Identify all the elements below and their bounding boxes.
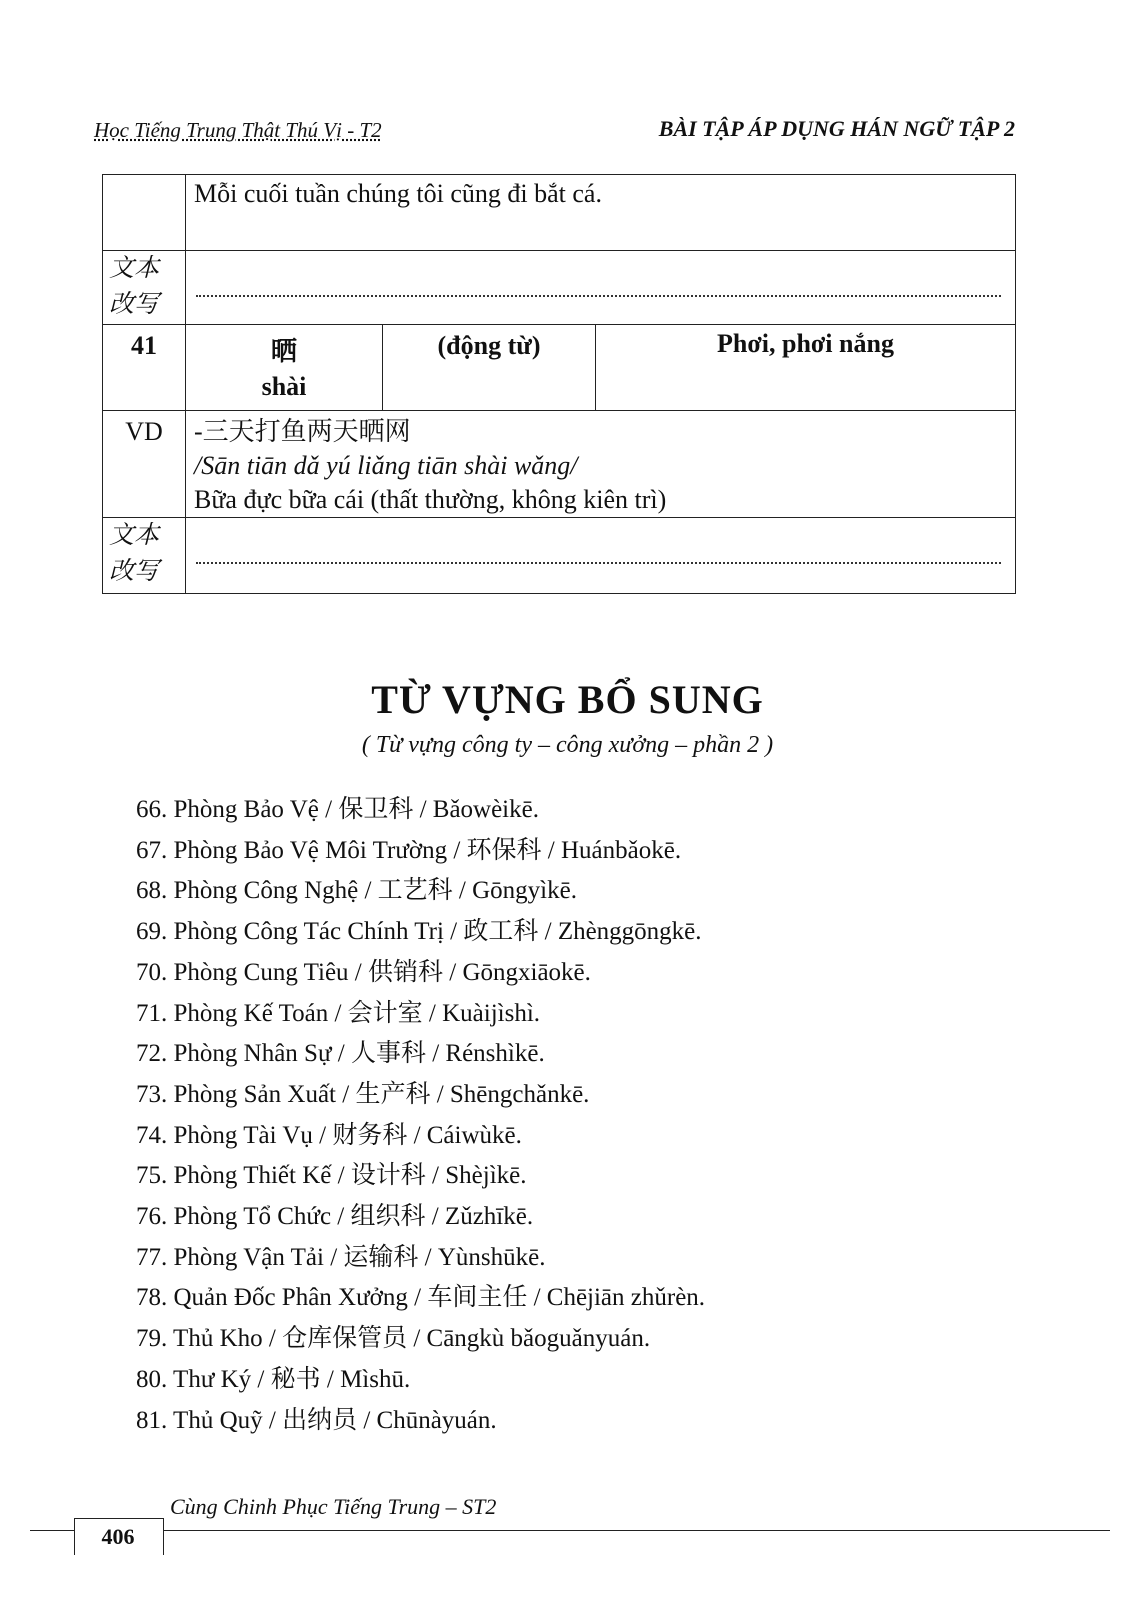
rewrite-label-2-line2: 改写 xyxy=(109,558,160,585)
list-item: 71. Phòng Kế Toán / 会计室 / Kuàijìshì. xyxy=(136,999,541,1027)
running-header-right: BÀI TẬP ÁP DỤNG HÁN NGỮ TẬP 2 xyxy=(658,116,1015,141)
entry-number: 41 xyxy=(103,325,186,411)
dotted-answer-line-2 xyxy=(196,560,1001,564)
sentence-row xyxy=(103,175,1016,251)
rewrite-blank-2 xyxy=(186,518,1016,594)
list-item: 69. Phòng Công Tác Chính Trị / 政工科 / Zhènggōngkē. xyxy=(136,918,702,946)
exercise-sentence: Mỗi cuối tuần chúng tôi cũng đi bắt cá. xyxy=(186,175,1016,251)
list-item: 73. Phòng Sản Xuất / 生产科 / Shēngchǎnkē. xyxy=(136,1080,590,1108)
example-label: VD xyxy=(103,411,186,518)
entry-row xyxy=(103,325,1016,411)
example-pinyin: /Sān tiān dǎ yú liǎng tiān shài wǎng/ xyxy=(194,451,578,480)
rewrite-label xyxy=(103,251,186,325)
dotted-answer-line xyxy=(196,293,1001,297)
entry-hanzi: 晒 xyxy=(270,337,297,366)
example-content xyxy=(186,411,1016,518)
list-item: 78. Quản Đốc Phân Xưởng / 车间主任 / Chējiān zhǔrèn. xyxy=(136,1284,706,1312)
list-item: 68. Phòng Công Nghệ / 工艺科 / Gōngyìkē. xyxy=(136,877,577,905)
page-number: 406 xyxy=(101,1524,135,1549)
section-subtitle: ( Từ vựng công ty – công xưởng – phần 2 ) xyxy=(361,732,774,758)
empty-label-cell xyxy=(103,175,186,251)
footer-rule xyxy=(30,1530,1110,1531)
list-item: 79. Thủ Kho / 仓库保管员 / Cāngkù bǎoguǎnyuán. xyxy=(136,1325,651,1353)
entry-word-cell xyxy=(186,325,383,411)
list-item: 77. Phòng Vận Tải / 运输科 / Yùnshūkē. xyxy=(136,1243,546,1271)
example-meaning: Bữa đực bữa cái (thất thường, không kiên trì) xyxy=(194,485,667,514)
rewrite-label-2 xyxy=(103,518,186,594)
list-item: 75. Phòng Thiết Kế / 设计科 / Shèjìkē. xyxy=(136,1162,527,1190)
rewrite-row-2 xyxy=(103,518,1016,594)
rewrite-label-line1: 文本 xyxy=(109,255,160,282)
entry-meaning: Phơi, phơi nắng xyxy=(596,325,1016,411)
list-item: 74. Phòng Tài Vụ / 财务科 / Cáiwùkē. xyxy=(136,1121,522,1149)
example-hanzi: -三天打鱼两天晒网 xyxy=(194,417,411,446)
list-item: 72. Phòng Nhân Sự / 人事科 / Rénshìkē. xyxy=(136,1040,545,1068)
list-item: 66. Phòng Bảo Vệ / 保卫科 / Bǎowèikē. xyxy=(136,796,539,823)
list-item: 67. Phòng Bảo Vệ Môi Trường / 环保科 / Huánbǎokē. xyxy=(136,836,682,864)
exercise-table xyxy=(102,174,1016,594)
list-item: 70. Phòng Cung Tiêu / 供销科 / Gōngxiāokē. xyxy=(136,958,591,986)
example-row xyxy=(103,411,1016,518)
list-item: 81. Thủ Quỹ / 出纳员 / Chūnàyuán. xyxy=(136,1406,497,1434)
running-header-left: Học Tiếng Trung Thật Thú Vị - T2 xyxy=(94,118,382,142)
section-title: TỪ VỰNG BỔ SUNG xyxy=(371,677,764,722)
rewrite-blank xyxy=(186,251,1016,325)
list-item: 80. Thư Ký / 秘书 / Mìshū. xyxy=(136,1365,411,1393)
rewrite-row xyxy=(103,251,1016,325)
entry-part-of-speech: (động từ) xyxy=(383,325,596,411)
list-item: 76. Phòng Tổ Chức / 组织科 / Zǔzhīkē. xyxy=(136,1203,534,1231)
entry-pinyin: shài xyxy=(261,372,307,401)
vocab-list xyxy=(136,790,705,1441)
footer-title: Cùng Chinh Phục Tiếng Trung – ST2 xyxy=(170,1494,497,1519)
rewrite-label-2-line1: 文本 xyxy=(109,522,160,549)
rewrite-label-line2: 改写 xyxy=(109,291,160,318)
